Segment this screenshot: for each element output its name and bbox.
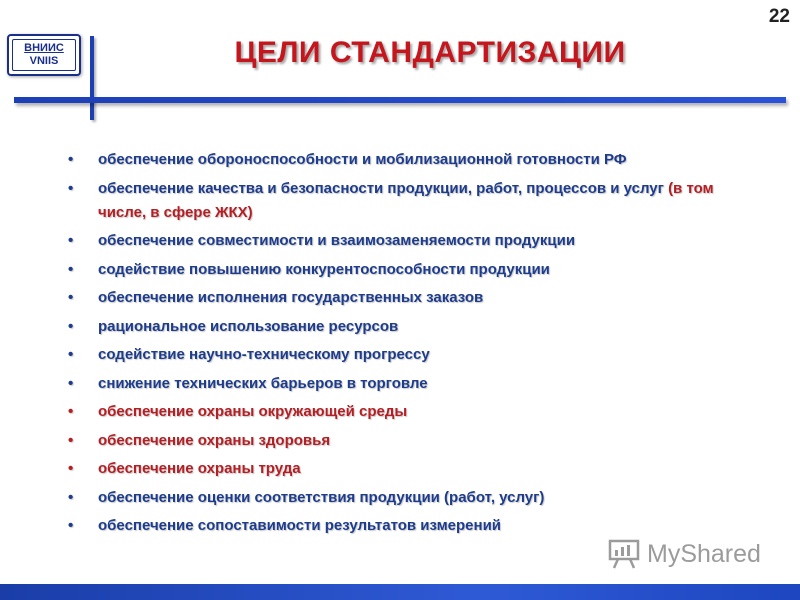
slide-number: 22 xyxy=(768,6,790,27)
list-item-text: обеспечение исполнения государственных заказов xyxy=(98,289,484,306)
list-item xyxy=(62,148,752,172)
list-item xyxy=(62,400,752,424)
list-item-text: обеспечение обороноспособности и мобилизационной готовности РФ xyxy=(98,151,627,168)
vertical-accent-line xyxy=(90,36,94,120)
logo-text-cyrillic: ВНИИС xyxy=(24,42,64,54)
bullet-icon: • xyxy=(68,317,74,335)
footer-bar xyxy=(0,584,800,600)
list-item-text: обеспечение охраны труда xyxy=(98,460,301,477)
bullet-icon: • xyxy=(68,179,74,197)
list-item xyxy=(62,457,752,481)
list-item xyxy=(62,372,752,396)
list-item-text: обеспечение охраны здоровья xyxy=(98,431,331,449)
slide-title: ЦЕЛИ СТАНДАРТИЗАЦИИ xyxy=(234,36,626,69)
list-item-text: рациональное использование ресурсов xyxy=(98,317,399,335)
logo-frame xyxy=(12,39,76,71)
list-item xyxy=(62,514,752,538)
horizontal-accent-line xyxy=(14,97,786,103)
watermark-text: MyShared xyxy=(647,539,761,568)
list-item xyxy=(62,229,752,253)
bullet-icon: • xyxy=(68,151,74,168)
bullet-icon: • xyxy=(68,403,74,420)
list-item-note: (в том числе, в сфере ЖКХ) xyxy=(98,179,714,221)
list-item-text: снижение технических барьеров в торговле xyxy=(98,374,428,392)
list-item-text: обеспечение охраны окружающей среды xyxy=(98,403,408,420)
list-item-text: обеспечение качества и безопасности продукции, работ, процессов и услуг xyxy=(98,179,664,197)
goals-list xyxy=(62,148,752,538)
list-item xyxy=(62,177,752,225)
logo-text-latin: VNIIS xyxy=(29,55,59,67)
list-item xyxy=(62,258,752,282)
bullet-icon: • xyxy=(68,488,74,506)
bullet-icon: • xyxy=(68,346,74,363)
bullet-icon: • xyxy=(68,460,74,477)
list-item-text: обеспечение оценки соответствия продукции (работ, услуг) xyxy=(98,488,545,506)
bullet-icon: • xyxy=(68,517,74,534)
list-item xyxy=(62,343,752,367)
list-item xyxy=(62,315,752,339)
list-item-text: обеспечение сопоставимости результатов измерений xyxy=(98,517,502,534)
presentation-board-icon xyxy=(607,537,641,571)
myshared-watermark xyxy=(607,536,761,572)
list-item-text: содействие научно-техническому прогрессу xyxy=(98,346,430,363)
bullet-icon: • xyxy=(68,232,74,249)
list-item xyxy=(62,486,752,510)
bullet-icon: • xyxy=(68,260,74,278)
bullet-icon: • xyxy=(68,431,74,449)
bullet-icon: • xyxy=(68,374,74,392)
list-item xyxy=(62,429,752,453)
vniis-logo xyxy=(7,34,81,76)
list-item xyxy=(62,286,752,310)
list-item-text: обеспечение совместимости и взаимозаменяемости продукции xyxy=(98,232,576,249)
list-item-text: содействие повышению конкурентоспособности продукции xyxy=(98,260,550,278)
bullet-icon: • xyxy=(68,289,74,306)
